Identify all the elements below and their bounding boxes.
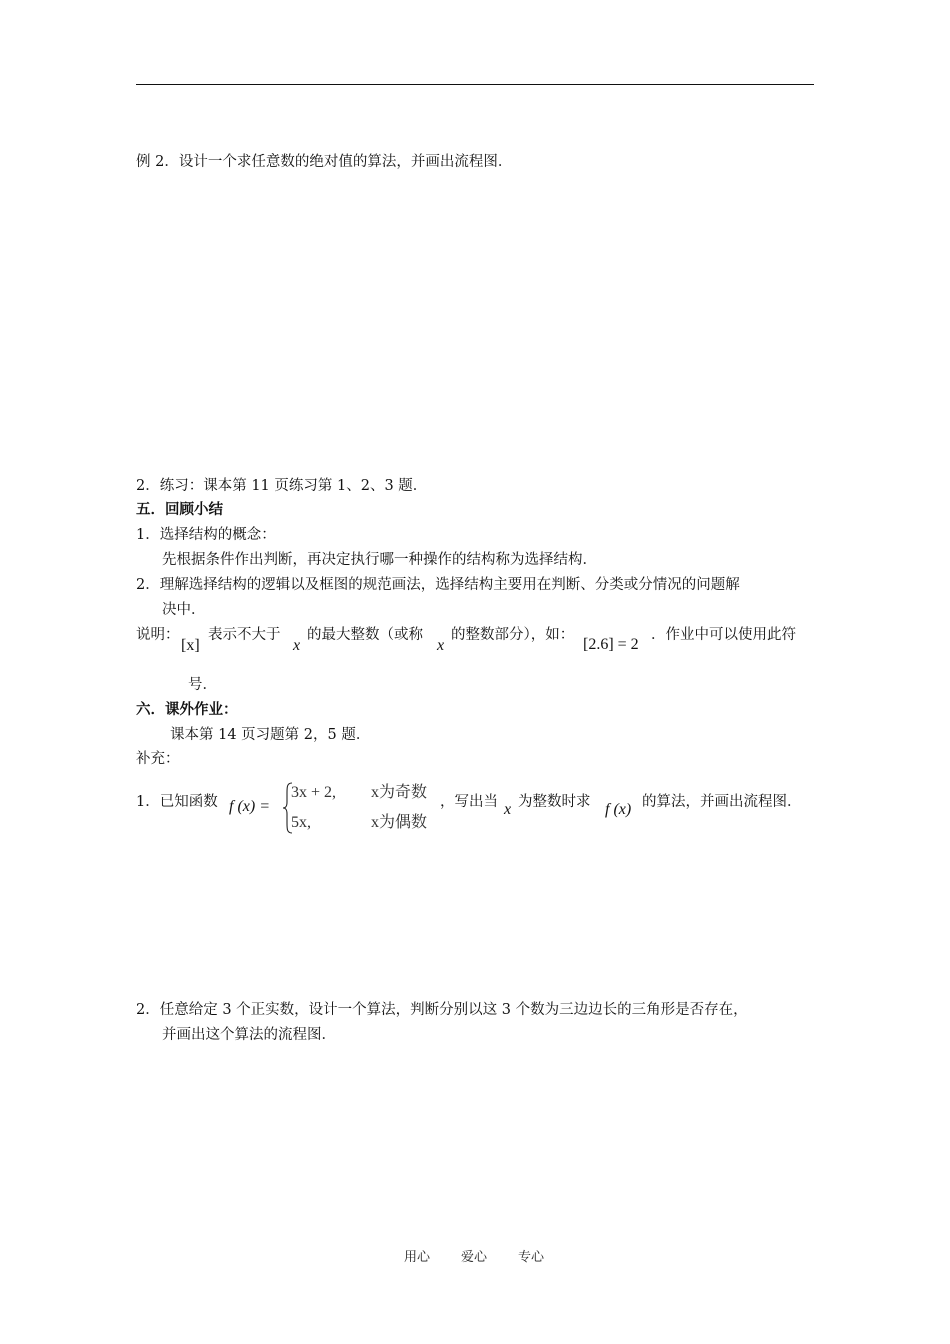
q1-case2-cond: x为偶数 <box>371 814 428 831</box>
section5-item2-line1: 2．理解选择结构的逻辑以及框图的规范画法，选择结构主要用在判断、分类或分情况的问题解 <box>136 577 740 593</box>
footer-c: 专心 <box>518 1250 545 1265</box>
note-example: [2.6] = 2 <box>583 636 639 653</box>
section5-item2-line2: 决中． <box>162 602 206 618</box>
note-bracket-x: [x] <box>181 637 200 654</box>
q1-case1-expr: 3x + 2, <box>291 784 337 801</box>
section5-item1: 1．选择结构的概念： <box>136 527 276 543</box>
note-text-2: 的最大整数（或称 <box>307 627 423 643</box>
section5-item1-text: 先根据条件作出判断，再决定执行哪一种操作的结构称为选择结构． <box>162 552 597 568</box>
example-2: 例 2．设计一个求任意数的绝对值的算法，并画出流程图． <box>136 154 513 170</box>
footer-b: 爱心 <box>461 1250 488 1265</box>
section5-title: 五．回顾小结 <box>136 501 223 518</box>
q2-line1: 2．任意给定 3 个正实数，设计一个算法，判断分别以这 3 个数为三边边长的三角形是否存在， <box>136 1002 748 1018</box>
footer-a: 用心 <box>404 1250 431 1265</box>
note-prefix: 说明： <box>136 627 180 643</box>
q1-x: x <box>504 801 512 818</box>
q1-prefix: 1．已知函数 <box>136 794 218 810</box>
q1-case2-expr: 5x, <box>291 814 311 831</box>
note-x-1: x <box>293 637 301 654</box>
note-text-3: 的整数部分），如： <box>451 627 575 643</box>
q1-text-1: ，写出当 <box>440 794 498 810</box>
note-x-2: x <box>437 637 445 654</box>
note-text-5: 号． <box>188 677 217 693</box>
q1-text-3: 的算法，并画出流程图． <box>642 794 802 810</box>
q2-line2: 并画出这个算法的流程图． <box>162 1027 336 1043</box>
supplement-label: 补充： <box>136 751 180 767</box>
note-text-1: 表示不大于 <box>208 627 281 643</box>
note-text-4: ．作业中可以使用此符 <box>651 627 796 643</box>
section6-title: 六．课外作业： <box>136 701 238 718</box>
exercise-line: 2．练习：课本第 11 页练习第 1、2、3 题． <box>136 478 428 494</box>
q1-text-2: 为整数时求 <box>518 794 591 810</box>
q1-fx2: f (x) <box>605 801 632 818</box>
section6-text: 课本第 14 页习题第 2，5 题． <box>170 727 371 743</box>
q1-fx: f (x) = <box>229 798 270 815</box>
header-rule <box>136 84 814 85</box>
q1-case1-cond: x为奇数 <box>371 784 428 801</box>
